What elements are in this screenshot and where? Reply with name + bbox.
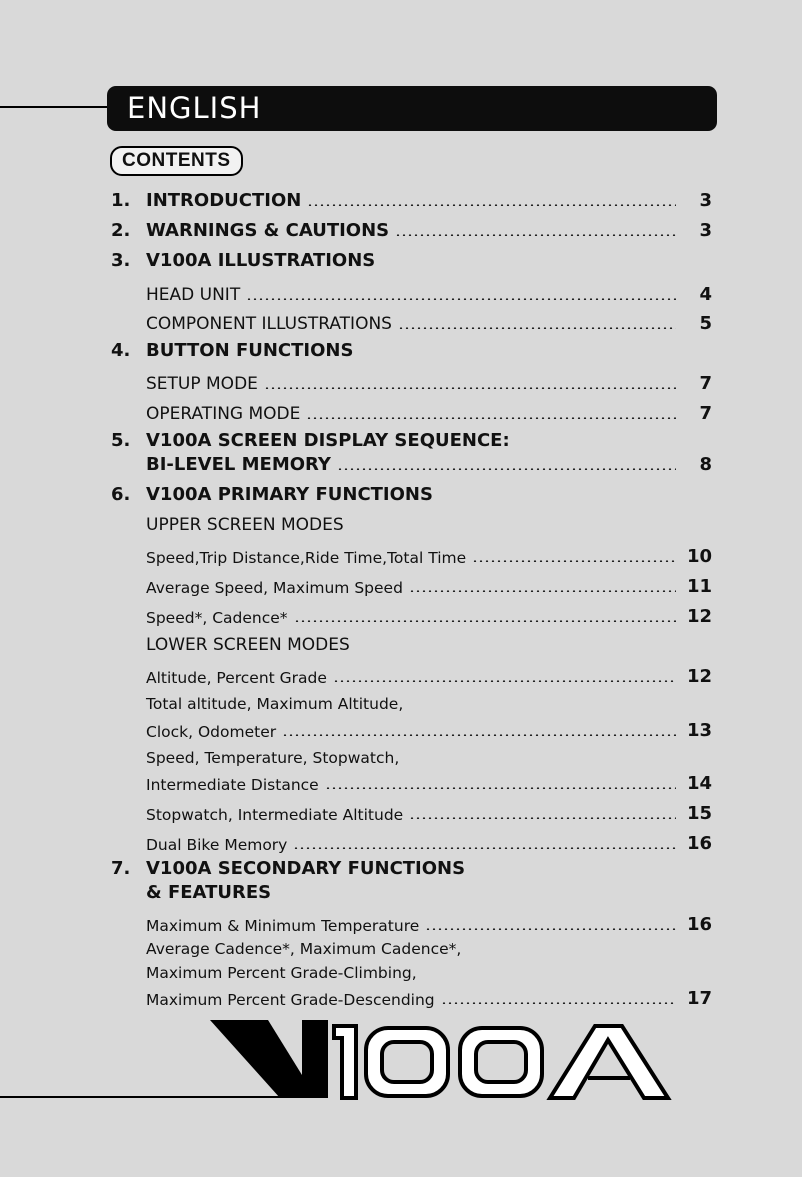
- toc-entry-setup-mode: [146, 373, 712, 394]
- page-number: 11: [686, 576, 712, 597]
- toc-entry-component-illustrations: [146, 313, 712, 334]
- toc-entry-average-cadence-line1: [146, 940, 712, 958]
- section-number: 3.: [111, 250, 131, 271]
- item-title: Maximum & Minimum Temperature: [146, 917, 420, 935]
- toc-entry-lower-screen-modes: [146, 635, 712, 655]
- contents-label: CONTENTS: [110, 146, 243, 176]
- page-number: 13: [686, 720, 712, 741]
- section-title: V100A SECONDARY FUNCTIONS: [146, 858, 466, 879]
- toc-entry-speed-temperature-line1: [146, 749, 712, 767]
- toc-entry-secondary-functions-line1: [111, 858, 712, 879]
- leader-dots: [441, 1002, 676, 1004]
- item-title: Speed*, Cadence*: [146, 609, 288, 627]
- toc-entry-average-cadence-line2: [146, 964, 712, 982]
- subsection-title: UPPER SCREEN MODES: [146, 515, 344, 535]
- section-number: 2.: [111, 220, 131, 241]
- leader-dots: [293, 847, 676, 849]
- leader-dots: [282, 734, 676, 736]
- page-number: 14: [686, 773, 712, 794]
- leader-dots: [333, 680, 676, 682]
- toc-entry-secondary-functions-line2: [146, 882, 712, 903]
- toc-entry-average-cadence-line3: [146, 988, 712, 1009]
- page-number: 12: [686, 666, 712, 687]
- leader-dots: [398, 327, 676, 329]
- leader-dots: [425, 928, 676, 930]
- subsection-title: OPERATING MODE: [146, 404, 301, 424]
- toc-entry-upper-screen-modes: [146, 515, 712, 535]
- page-number: 7: [699, 373, 712, 394]
- section-number: 6.: [111, 484, 131, 505]
- section-title: V100A PRIMARY FUNCTIONS: [146, 484, 433, 505]
- v100a-logo: [210, 1020, 680, 1105]
- item-title: Speed,Trip Distance,Ride Time,Total Time: [146, 549, 467, 567]
- page-number: 16: [686, 914, 712, 935]
- toc-entry-speed-trip: [146, 546, 712, 567]
- logo-a-outline: [550, 1026, 668, 1098]
- page-number: 8: [699, 454, 712, 475]
- section-number: 7.: [111, 858, 131, 879]
- page-number: 3: [699, 190, 712, 211]
- section-title-continued: & FEATURES: [146, 882, 272, 903]
- logo-zero-1-inner: [382, 1042, 432, 1082]
- page-number: 10: [686, 546, 712, 567]
- subsection-title: HEAD UNIT: [146, 285, 241, 305]
- toc-entry-speed-temperature-line2: [146, 773, 712, 794]
- language-header: [107, 86, 717, 131]
- item-title-continued: Intermediate Distance: [146, 776, 319, 794]
- section-title: INTRODUCTION: [146, 190, 302, 211]
- item-title: Total altitude, Maximum Altitude,: [146, 695, 404, 713]
- item-title: Speed, Temperature, Stopwatch,: [146, 749, 400, 767]
- page-number: 12: [686, 606, 712, 627]
- section-title: V100A ILLUSTRATIONS: [146, 250, 376, 271]
- subsection-title: COMPONENT ILLUSTRATIONS: [146, 314, 392, 334]
- item-title: Altitude, Percent Grade: [146, 669, 327, 687]
- section-number: 1.: [111, 190, 131, 211]
- item-title-continued: Maximum Percent Grade-Descending: [146, 991, 435, 1009]
- toc-entry-primary-functions: [111, 484, 712, 505]
- toc-entry-button-functions: [111, 340, 712, 361]
- toc-entry-stopwatch-altitude: [146, 803, 712, 824]
- leader-dots: [264, 387, 676, 389]
- toc-entry-altitude-grade: [146, 666, 712, 687]
- page-number: 5: [699, 313, 712, 334]
- leader-dots: [325, 787, 676, 789]
- logo-zero-2-inner: [476, 1042, 526, 1082]
- toc-entry-illustrations: [111, 250, 712, 271]
- toc-entry-warnings: [111, 220, 712, 241]
- item-title: Average Cadence*, Maximum Cadence*,: [146, 940, 462, 958]
- leader-dots: [246, 298, 676, 300]
- page-number: 3: [699, 220, 712, 241]
- page-number: 17: [686, 988, 712, 1009]
- section-number: 5.: [111, 430, 131, 451]
- leader-dots: [409, 590, 676, 592]
- toc-entry-average-speed: [146, 576, 712, 597]
- page-number: 16: [686, 833, 712, 854]
- toc-entry-screen-display-line1: [111, 430, 712, 451]
- leader-dots: [409, 817, 676, 819]
- language-title: ENGLISH: [127, 91, 262, 125]
- toc-entry-head-unit: [146, 284, 712, 305]
- item-title: Average Speed, Maximum Speed: [146, 579, 403, 597]
- section-title: V100A SCREEN DISPLAY SEQUENCE:: [146, 430, 510, 451]
- toc-entry-total-altitude-line1: [146, 695, 712, 713]
- toc-entry-operating-mode: [146, 403, 712, 424]
- logo-v-left: [210, 1020, 302, 1098]
- toc-entry-total-altitude-line2: [146, 720, 712, 741]
- toc-entry-dual-bike-memory: [146, 833, 712, 854]
- section-title: WARNINGS & CAUTIONS: [146, 220, 390, 241]
- section-number: 4.: [111, 340, 131, 361]
- leader-dots: [395, 234, 676, 236]
- toc-entry-screen-display-line2: [146, 454, 712, 475]
- toc-entry-max-min-temperature: [146, 914, 712, 935]
- subsection-title: LOWER SCREEN MODES: [146, 635, 350, 655]
- leader-dots: [337, 468, 676, 470]
- item-title-continued: Maximum Percent Grade-Climbing,: [146, 964, 417, 982]
- item-title: Dual Bike Memory: [146, 836, 288, 854]
- leader-dots: [472, 560, 676, 562]
- toc-entry-introduction: [111, 190, 712, 211]
- leader-dots: [307, 204, 676, 206]
- page-number: 4: [699, 284, 712, 305]
- page-number: 15: [686, 803, 712, 824]
- section-title: BUTTON FUNCTIONS: [146, 340, 354, 361]
- top-rule: [0, 106, 112, 108]
- toc-entry-speed-cadence: [146, 606, 712, 627]
- leader-dots: [306, 417, 676, 419]
- item-title-continued: Clock, Odometer: [146, 723, 277, 741]
- leader-dots: [294, 620, 676, 622]
- page-number: 7: [699, 403, 712, 424]
- section-title-continued: BI-LEVEL MEMORY: [146, 454, 331, 475]
- subsection-title: SETUP MODE: [146, 374, 258, 394]
- logo-one: [334, 1026, 356, 1098]
- logo-v-right: [302, 1020, 328, 1098]
- item-title: Stopwatch, Intermediate Altitude: [146, 806, 404, 824]
